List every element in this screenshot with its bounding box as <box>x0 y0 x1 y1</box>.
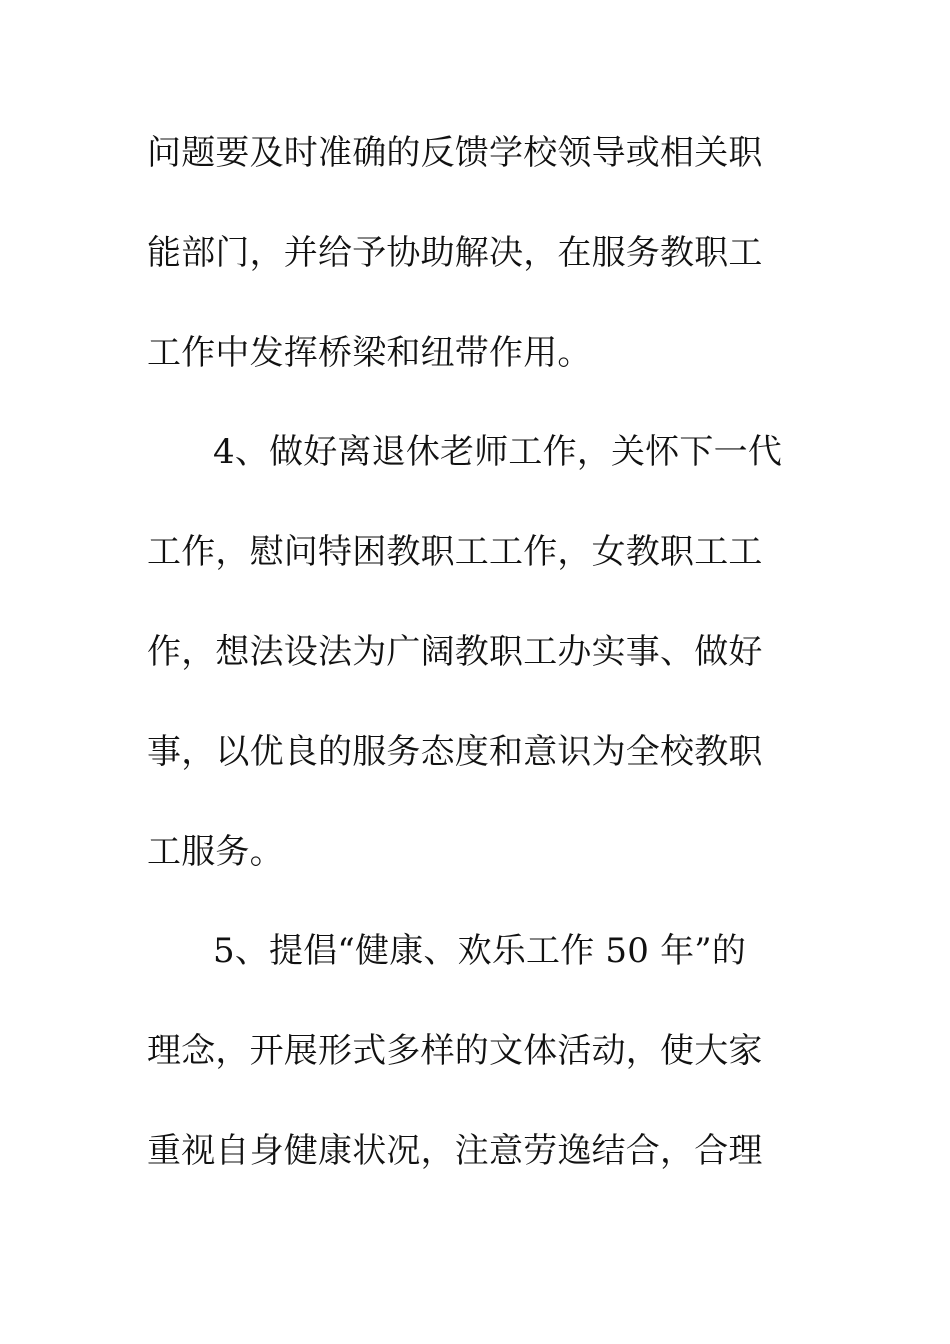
text-line-1: 问题要及时准确的反馈学校领导或相关职 <box>147 133 763 173</box>
text-line-2: 能部门，并给予协助解决，在服务教职工 <box>147 233 763 273</box>
text-line-9-paragraph-5: 5、提倡“健康、欢乐工作 50 年”的 <box>213 931 747 971</box>
text-line-11: 重视自身健康状况，注意劳逸结合，合理 <box>147 1131 763 1171</box>
text-line-3: 工作中发挥桥梁和纽带作用。 <box>147 333 592 373</box>
text-line-6: 作，想法设法为广阔教职工办实事、做好 <box>147 632 763 672</box>
text-line-5: 工作，慰问特困教职工工作，女教职工工 <box>147 532 763 572</box>
text-line-7: 事，以优良的服务态度和意识为全校教职 <box>147 732 763 772</box>
text-line-8: 工服务。 <box>147 832 284 872</box>
text-line-4-paragraph-4: 4、做好离退休老师工作，关怀下一代 <box>213 432 783 472</box>
text-line-10: 理念，开展形式多样的文体活动，使大家 <box>147 1031 763 1071</box>
